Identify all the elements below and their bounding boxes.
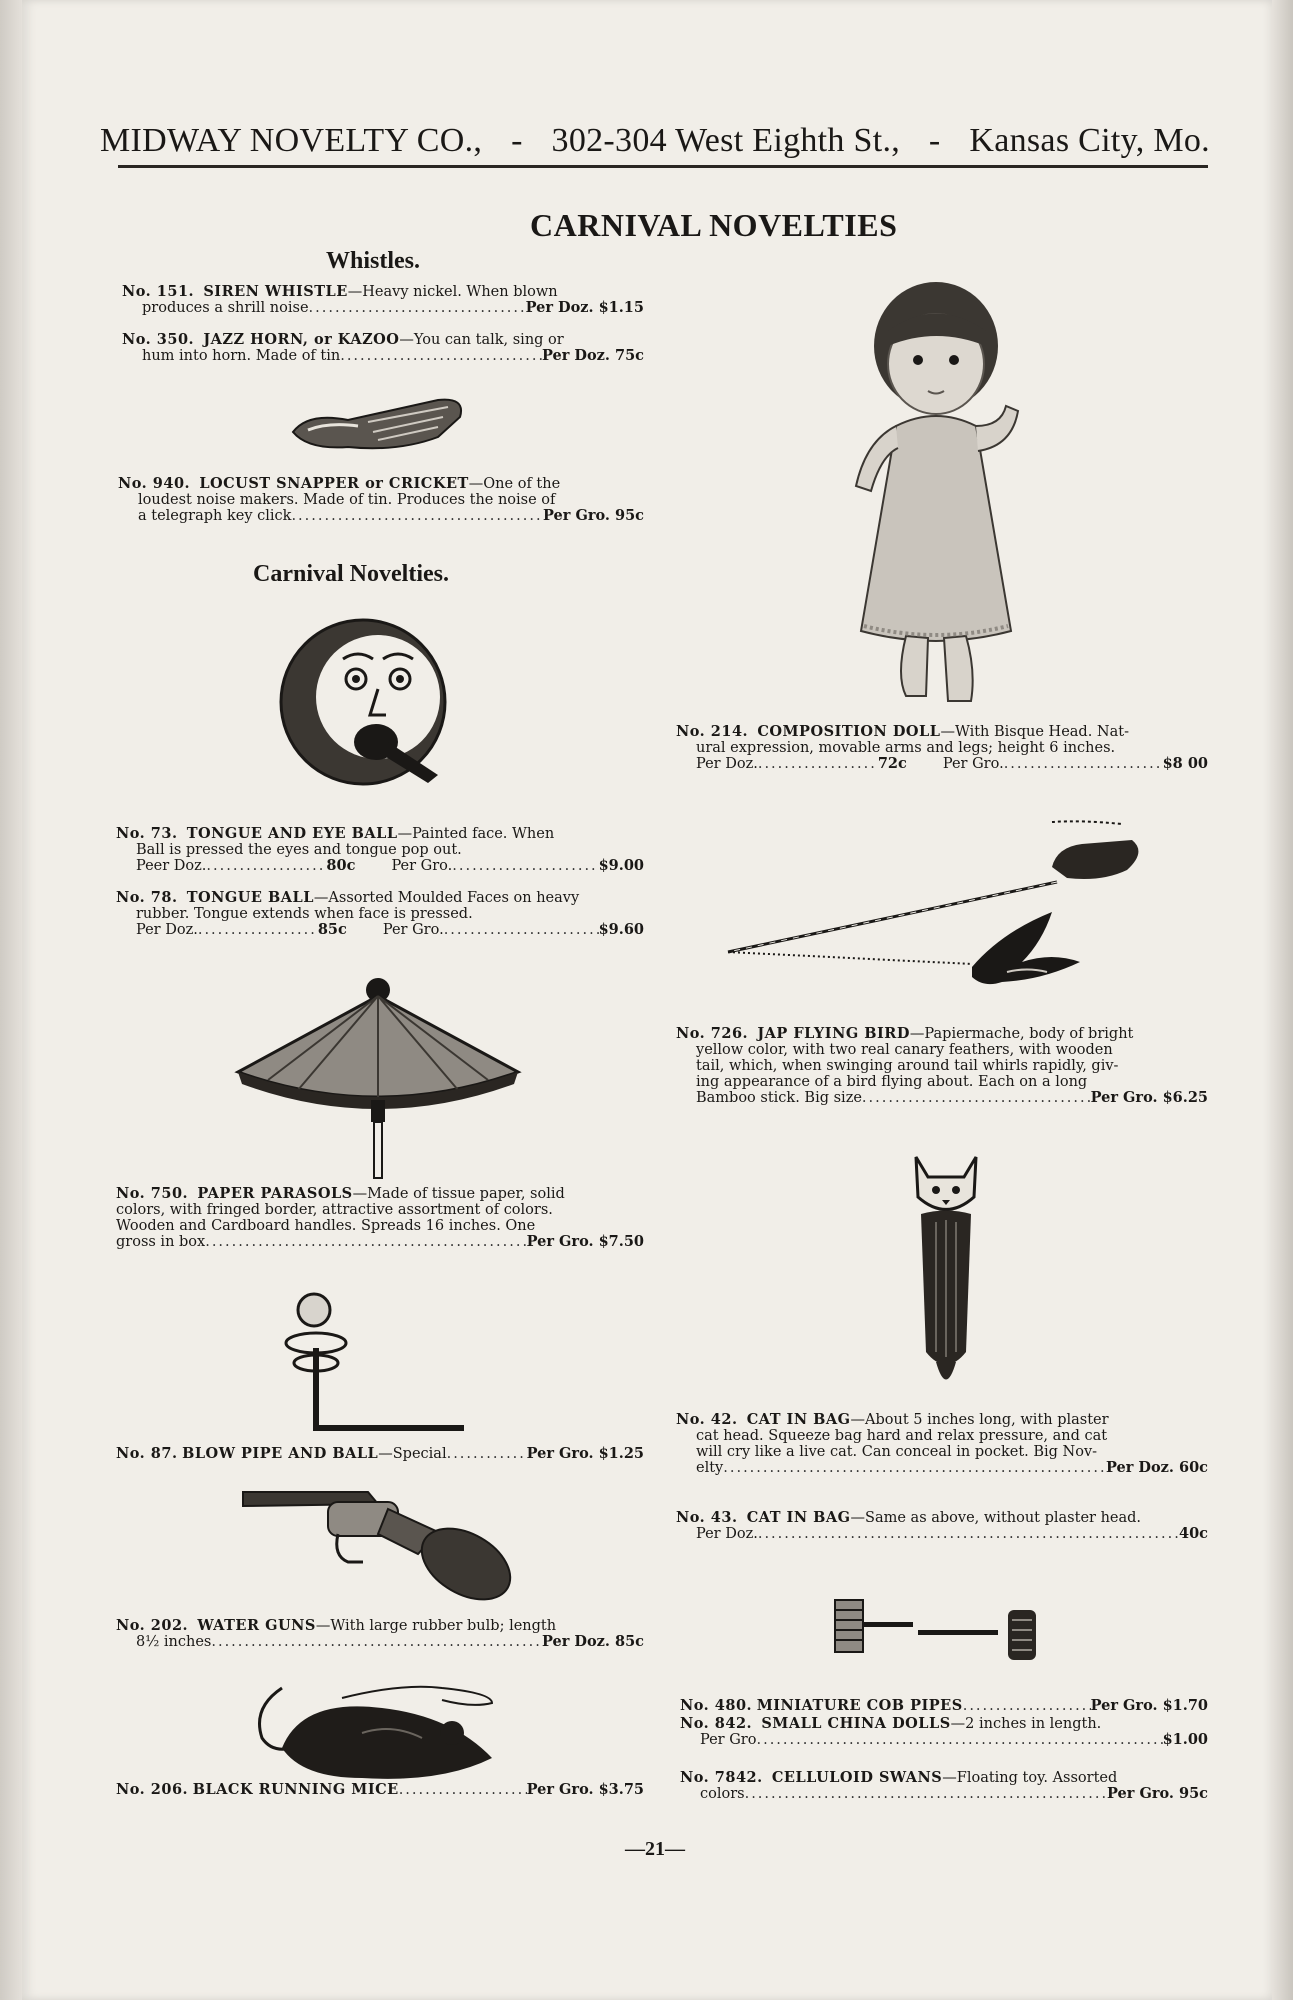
item-number: No. 87. [116,1445,178,1462]
doz-price: 85c [317,921,347,938]
item-78 [116,890,644,938]
header-separator: - [511,122,523,159]
item-name: PAPER PARASOLS [197,1185,353,1202]
item-desc: —Special [378,1446,447,1462]
item-number: No. 73. [116,825,178,842]
gro-price: $8 00 [1162,755,1208,772]
gro-label: Per Gro. [391,858,453,874]
item-number: No. 7842. [680,1769,763,1786]
item-desc: —Heavy nickel. When blown [347,284,558,300]
leader-dots [452,858,598,874]
item-desc: ural expression, movable arms and legs; height 6 inches. [696,740,1116,756]
leader-dots [444,922,599,938]
item-desc: cat head. Squeeze bag hard and relax pressure, and cat [696,1428,1108,1444]
leader-dots [211,1634,542,1650]
parasol-illustration [228,972,528,1182]
item-name: CAT IN BAG [746,1411,851,1428]
page-header [100,122,1210,160]
item-desc: —Painted face. When [397,826,555,842]
gro-label: Per Gro. [942,756,1004,772]
item-number: No. 214. [676,723,749,740]
header-rule [118,165,1208,168]
gro-price: $9.00 [598,857,644,874]
item-desc: —With large rubber bulb; length [315,1618,557,1634]
item-desc: rubber. Tongue extends when face is pressed. [136,906,473,922]
item-price: Per Gro. $7.50 [526,1233,644,1250]
item-name: CELLULOID SWANS [771,1769,943,1786]
leader-dots [758,1526,1179,1542]
leader-dots [198,922,318,938]
item-desc: a telegraph key click [138,508,292,524]
leader-dots [340,348,542,364]
company-name: MIDWAY NOVELTY CO., [100,122,483,159]
composition-doll-illustration [836,276,1026,711]
item-desc: —With Bisque Head. Nat- [940,724,1129,740]
item-7842 [680,1770,1208,1802]
doz-price: 72c [877,755,907,772]
running-mouse-illustration [242,1678,502,1793]
item-number: No. 42. [676,1411,738,1428]
item-desc: Per Gro [700,1732,757,1748]
item-number: No. 842. [680,1715,753,1732]
item-price: Per Gro. $6.25 [1090,1089,1208,1106]
item-desc: yellow color, with two real canary feathers, with wooden [696,1042,1113,1058]
item-desc: —Same as above, without plaster head. [850,1510,1142,1526]
leader-dots [963,1698,1091,1714]
item-name: BLACK RUNNING MICE [192,1781,399,1798]
item-desc: —Floating toy. Assorted [942,1770,1118,1786]
leader-dots [447,1446,527,1462]
gro-price: $9.60 [598,921,644,938]
item-desc: Ball is pressed the eyes and tongue pop out. [136,842,462,858]
company-city: Kansas City, Mo. [969,122,1210,159]
item-price: Per Doz. 75c [541,347,644,364]
doz-price: 80c [326,857,356,874]
item-price: Per Doz. 85c [541,1633,644,1650]
blow-pipe-illustration [284,1288,474,1448]
item-desc: will cry like a live cat. Can conceal in pocket. Big Nov- [696,1444,1098,1460]
item-number: No. 480. [680,1697,753,1714]
item-number: No. 43. [676,1509,738,1526]
leader-dots [309,300,526,316]
leader-dots [291,508,543,524]
leader-dots [1004,756,1163,772]
leader-dots [205,1234,526,1250]
page-title: CARNIVAL NOVELTIES [530,207,898,243]
gro-label: Per Gro. [382,922,444,938]
item-name: COMPOSITION DOLL [757,723,941,740]
item-name: BLOW PIPE AND BALL [182,1445,379,1462]
item-number: No. 202. [116,1617,189,1634]
item-number: No. 350. [122,331,195,348]
item-name: JAZZ HORN, or KAZOO [203,331,400,348]
section-title-whistles: Whistles. [326,248,421,274]
cat-in-bag-illustration [906,1152,986,1402]
item-desc: —Papiermache, body of bright [909,1026,1134,1042]
leader-dots [745,1786,1107,1802]
item-price: Per Gro. $1.25 [526,1445,644,1462]
item-name: TONGUE AND EYE BALL [186,825,398,842]
kazoo-illustration [288,392,468,457]
item-number: No. 78. [116,889,178,906]
item-42 [676,1412,1208,1476]
item-480 [680,1698,1208,1714]
item-name: SIREN WHISTLE [203,283,348,300]
item-desc: Per Doz. [696,1526,758,1542]
item-name: JAP FLYING BIRD [757,1025,910,1042]
item-desc: —Made of tissue paper, solid [352,1186,565,1202]
section-title-carnival: Carnival Novelties. [253,561,449,587]
item-price: $1.00 [1162,1731,1208,1748]
leader-dots [758,756,878,772]
item-name: CAT IN BAG [746,1509,851,1526]
item-desc: colors, with fringed border, attractive assortment of colors. [116,1202,553,1218]
item-price: Per Gro. 95c [1107,1785,1208,1802]
item-number: No. 206. [116,1781,189,1798]
item-desc: —One of the [468,476,561,492]
item-214 [676,724,1208,772]
page-edge-left [0,0,22,2000]
item-price: Per Doz. 60c [1105,1459,1208,1476]
flying-bird-illustration [722,812,1162,1002]
item-price: Per Gro. $1.70 [1090,1697,1208,1714]
leader-dots [862,1090,1091,1106]
item-desc: elty [696,1460,724,1476]
header-separator: - [928,122,941,159]
doz-label: Per Doz. [136,922,198,938]
page-number: —21— [625,1838,685,1860]
doz-label: Peer Doz. [136,858,207,874]
item-name: MINIATURE COB PIPES [756,1697,963,1714]
item-name: WATER GUNS [197,1617,316,1634]
item-number: No. 750. [116,1185,189,1202]
item-desc: hum into horn. Made of tin [142,348,341,364]
item-desc: —Assorted Moulded Faces on heavy [313,890,580,906]
item-726 [676,1026,1208,1106]
leader-dots [399,1782,527,1798]
cob-pipe-illustration [830,1592,1050,1672]
item-350 [122,332,644,364]
item-desc: colors [700,1786,745,1802]
item-desc: Bamboo stick. Big size [696,1090,862,1106]
item-desc: Wooden and Cardboard handles. Spreads 16 inches. One [116,1218,536,1234]
item-desc: produces a shrill noise [142,300,309,316]
item-43 [676,1510,1208,1542]
item-750 [116,1186,644,1250]
item-151 [122,284,644,316]
doz-label: Per Doz. [696,756,758,772]
item-price: Per Doz. $1.15 [525,299,644,316]
item-73 [116,826,644,874]
item-price: Per Gro. $3.75 [526,1781,644,1798]
item-name: SMALL CHINA DOLLS [761,1715,951,1732]
item-desc: —About 5 inches long, with plaster [850,1412,1109,1428]
item-desc: loudest noise makers. Made of tin. Produces the noise of [138,492,556,508]
item-number: No. 726. [676,1025,749,1042]
item-206 [116,1782,644,1798]
item-desc: ing appearance of a bird flying about. Each on a long [696,1074,1088,1090]
item-desc: 8½ inches [136,1634,212,1650]
item-87 [116,1446,644,1462]
leader-dots [756,1732,1162,1748]
item-desc: tail, which, when swinging around tail whirls rapidly, giv- [696,1058,1119,1074]
item-name: LOCUST SNAPPER or CRICKET [199,475,469,492]
item-number: No. 151. [122,283,195,300]
leader-dots [206,858,326,874]
page-edge-right [1272,0,1293,2000]
item-desc: —You can talk, sing or [399,332,564,348]
leader-dots [723,1460,1106,1476]
item-price: Per Gro. 95c [543,507,644,524]
tongue-eye-ball-illustration [278,607,452,797]
water-gun-illustration [238,1484,518,1604]
item-desc: gross in box [116,1234,206,1250]
item-202 [116,1618,644,1650]
item-940 [118,476,644,524]
item-price: 40c [1178,1525,1208,1542]
item-desc: —2 inches in length. [950,1716,1102,1732]
item-number: No. 940. [118,475,191,492]
company-address: 302-304 West Eighth St., [551,122,901,159]
item-842 [680,1716,1208,1748]
item-name: TONGUE BALL [186,889,314,906]
